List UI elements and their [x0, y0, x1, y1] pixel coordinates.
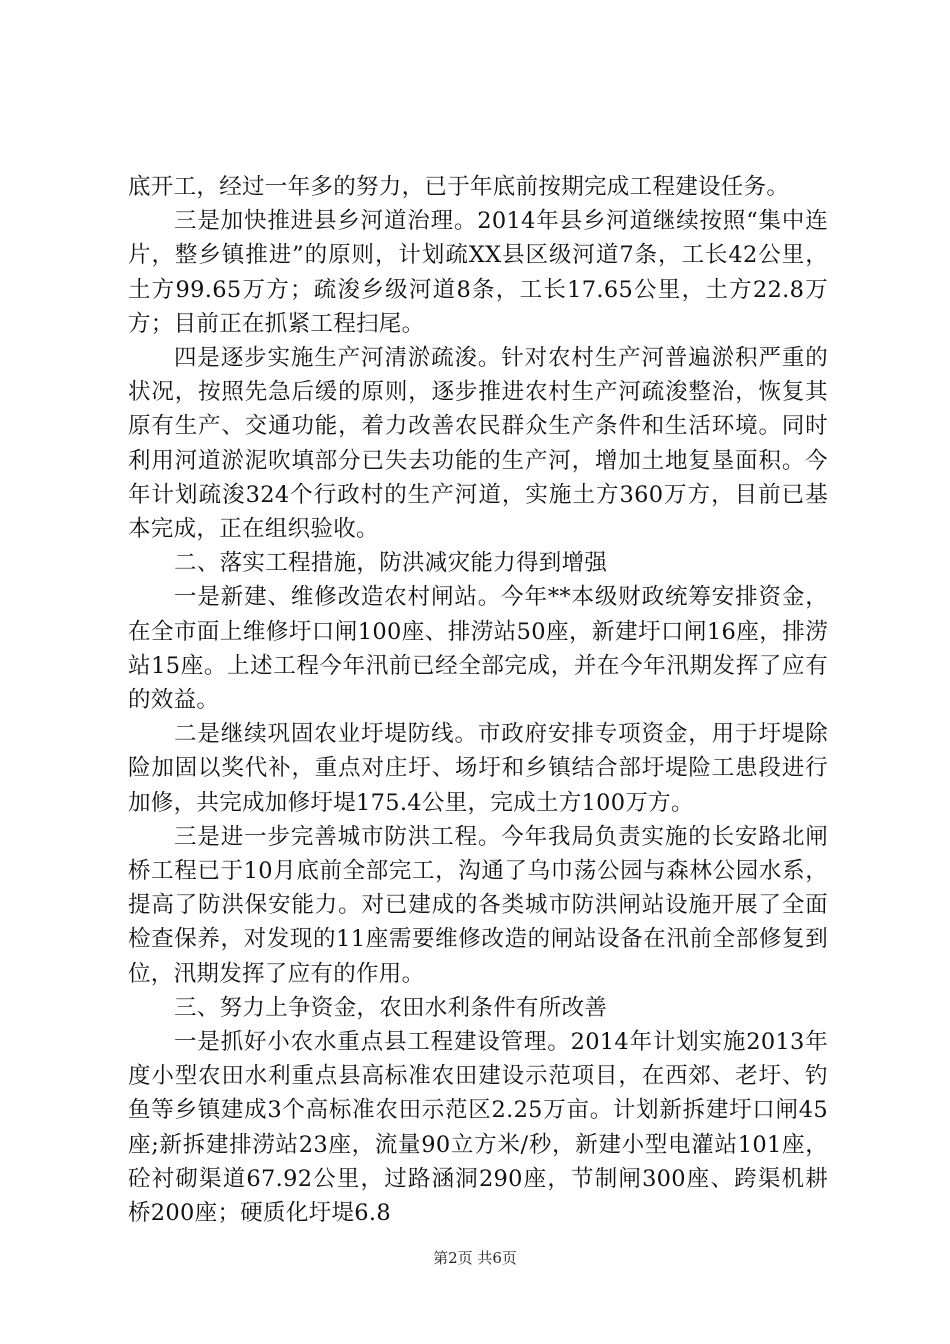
- page-number-footer: 第2页 共6页: [433, 1249, 517, 1267]
- paragraph-continuation: 底开工，经过一年多的努力，已于年底前按期完成工程建设任务。: [128, 174, 790, 200]
- document-body: [128, 170, 828, 1230]
- paragraph-dike-defense: 二是继续巩固农业圩堤防线。市政府安排专项资金，用于圩堤除险加固以奖代补，重点对庄圩、场圩和乡镇结合部圩堤险工患段进行加修，共完成加修圩堤175.4公里，完成土方100万方。: [128, 721, 828, 816]
- section-heading-flood-control: 二、落实工程措施，防洪减灾能力得到增强: [174, 550, 608, 577]
- section-heading-funding: 三、努力上争资金，农田水利条件有所改善: [174, 994, 608, 1021]
- paragraph-river-governance: 三是加快推进县乡河道治理。2014年县乡河道继续按照“集中连片，整乡镇推进”的原则，计划疏XX县区级河道7条，工长42公里，土方99.65万方；疏浚乡级河道8条，工长17.65公里，土方22.8万方；目前正在抓紧工程扫尾。: [128, 208, 828, 337]
- paragraph-small-irrigation: 一是抓好小农水重点县工程建设管理。2014年计划实施2013年度小型农田水利重点县高标准农田建设示范项目，在西郊、老圩、钓鱼等乡镇建成3个高标准农田示范区2.25万亩。计划新拆建圩口闸45座;新拆建排涝站23座，流量90立方米/秒，新建小型电灌站101座，砼衬砌渠道67.92公里，过路涵洞290座，节制闸300座、跨渠机耕桥200座；硬质化圩堤6.8: [128, 1029, 828, 1227]
- paragraph-production-river-dredging: 四是逐步实施生产河清淤疏浚。针对农村生产河普遍淤积严重的状况，按照先急后缓的原则，逐步推进农村生产河疏浚整治，恢复其原有生产、交通功能，着力改善农民群众生产条件和生活环境。同时利用河道淤泥吹填部分已失去功能的生产河，增加土地复垦面积。今年计划疏浚324个行政村的生产河道，实施土方360万方，目前已基本完成，正在组织验收。: [128, 345, 828, 543]
- paragraph-sluice-stations: 一是新建、维修改造农村闸站。今年**本级财政统筹安排资金，在全市面上维修圩口闸100座、排涝站50座，新建圩口闸16座，排涝站15座。上述工程今年汛前已经全部完成，并在今年汛期发挥了应有的效益。: [128, 584, 828, 714]
- paragraph-urban-flood-control: 三是进一步完善城市防洪工程。今年我局负责实施的长安路北闸桥工程已于10月底前全部完工，沟通了乌巾荡公园与森林公园水系，提高了防洪保安能力。对已建成的各类城市防洪闸站设施开展了全面检查保养，对发现的11座需要维修改造的闸站设备在汛前全部修复到位，汛期发挥了应有的作用。: [128, 823, 828, 987]
